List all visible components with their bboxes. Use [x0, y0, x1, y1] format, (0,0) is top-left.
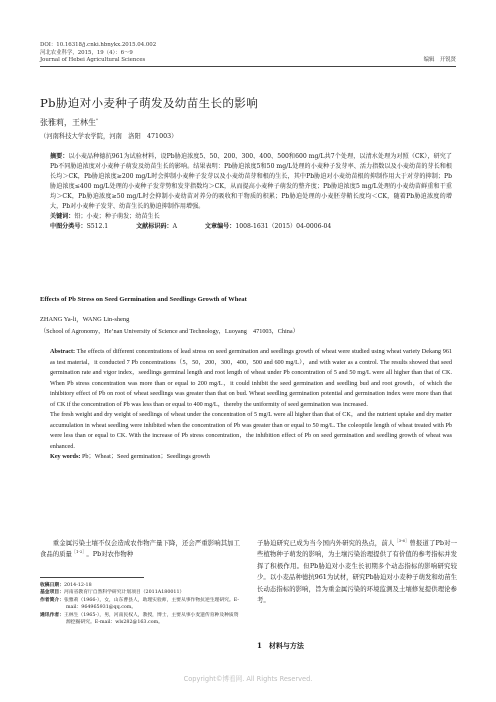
- footnote-rule: [40, 577, 144, 578]
- title-en: Effects of Pb Stress on Seed Germination and Seedlings Growth of Wheat: [40, 296, 247, 303]
- affiliation-en: （School of Agronomy，He’nan University of Science and Technology，Luoyang 471003，China）: [40, 328, 299, 335]
- keywords-cn-label: 关键词：: [50, 213, 75, 220]
- section-heading-materials: 1 材料与方法: [257, 641, 304, 650]
- affiliation-cn: （河南科技大学农学院，河南 洛阳 471003）: [40, 133, 178, 140]
- body-left-text: 重金属污染土壤不仅会造成农作物产量下降，还会严重影响其加工食品的质量: [40, 539, 240, 559]
- copyright-watermark: Copyright©博看网. All Rights Reserved.: [183, 675, 313, 683]
- doc-code-value: A: [172, 223, 178, 230]
- corresponding-author: 通讯作者：王林生（1965-），男，河南民权人，教授，博士，主要从事小麦遗传育种及种质资源挖掘研究。E-mail：wls282@163.com。: [40, 611, 239, 626]
- journal-name-en: Journal of Hebei Agricultural Sciences: [40, 57, 146, 63]
- author-bio: 作者简介：张雅莉（1966-），女，山东曹县人，助理实验师，主要从事作物抗逆生理研究。E-mail：964965931@qq.com。: [40, 596, 239, 611]
- received-date: 收稿日期：2014-12-18: [40, 582, 92, 588]
- authors-cn: [40, 117, 98, 128]
- keywords-cn-text: 铅；小麦；种子萌发；幼苗生长: [74, 213, 160, 220]
- body-right-lead: 子胁迫研究已成为当今国内外研究的热点，前人: [257, 539, 395, 547]
- corresponding-mark: *: [96, 117, 98, 123]
- abstract-cn-text: 以小麦品种德抗961为试验材料，设Pb胁迫浓度5、50、200、300、400、500和600 mg/L共7个处理，以清水处理为对照（CK），研究了Pb不同胁迫浓度对小麦种子萌发及幼苗生长的影响。结果表明：Pb胁迫浓度5和50 mg/L处理的小麦种子发芽率、活力指数以及小麦幼苗的芽长和根长均＞CK，Pb胁迫浓度≥200 mg/L时会抑制小麦种子发芽以及小麦幼苗芽和根的生长，其中Pb胁迫对小麦幼苗根的抑制作用大于对芽的抑制；Pb胁迫浓度≤400 mg/L处理的小麦种子发芽势和发芽指数均＞CK，从而提高小麦种子萌发的整齐度；Pb胁迫浓度5 mg/L处理的小麦幼苗鲜重和干重均＞CK，Pb胁迫浓度≥50 mg/L时会抑制小麦幼苗对养分的吸收和干物质的积累；Pb胁迫处理的小麦胚芽鞘长度均＜CK，随着Pb胁迫浓度的增大，Pb对小麦种子发芽、幼苗生长的胁迫抑制作用增强。: [50, 153, 453, 210]
- ref-citation-3-6: ［3-6］: [394, 537, 410, 543]
- citation-line: 河北农业科学，2015，19（4）：6～9: [40, 49, 133, 56]
- title-cn: Pb胁迫对小麦种子萌发及幼苗生长的影响: [40, 96, 259, 110]
- keywords-en-label: Key words:: [50, 453, 81, 460]
- abstract-en: [50, 347, 452, 463]
- abstract-en-p1: The effects of different concentrations of lead stress on seed germination and seedlings growth of wheat were studied using wheat variety Dekang 961 as test material，it conducted 7 Pb concentrations（5，50，200，300，400，500 and 600 mg/L），and with water as a control. The results showed that seed germination rate and vigor index，seedlings germinal length and root length of wheat under Pb concentration of 5 and 50 mg/L were all higher than that of CK. When Pb stress concentration was more than or equal to 200 mg/L，it could inhibit the seed germination and seedling bud and root growth，of which the inhibitory effect of Pb on root of wheat seedlings was greater than that on bud. Wheat seedling germination potential and germination index were more than that of CK if the concentration of Pb was less than or equal to 400 mg/L，thereby the uniformity of seed germination was increased.: [50, 348, 453, 408]
- body-left-tail: 。Pb对农作物种: [86, 550, 134, 559]
- abstract-cn: [50, 152, 452, 232]
- authors-cn-names: 张雅莉，王林生: [40, 118, 96, 127]
- abstract-en-p2: The fresh weight and dry weight of seedlings of wheat under the concentration of 5 mg/L were all higher than that of CK，and the nutrient uptake and dry matter accumulation in wheat seedling were inhibited when the concentration of Pb was greater than or equal to 50 mg/L. The coleoptile length of wheat treated with Pb were less than or equal to CK. With the increase of Pb stress concentration，the inhibition effect of Pb on seed germination and seedling growth of wheat was enhanced.: [50, 411, 452, 450]
- classification-line: [50, 222, 452, 232]
- section-editor: 编辑 开锐贤: [423, 57, 456, 63]
- keywords-en-text: Pb；Wheat；Seed germination；Seedlings growth: [81, 453, 210, 460]
- ref-citation-1-2: ［1-2］: [71, 549, 87, 555]
- body-right-column: [257, 538, 457, 606]
- body-right-text: 曾报道了Pb对一些植物种子萌发的影响，为土壤污染治理提供了有价值的参考指标并发挥了积极作用。但Pb胁迫对小麦生长初期多个动态指标的影响研究较少。以小麦品种德抗961为试材，研究Pb胁迫对小麦种子萌发和幼苗生长动态指标的影响，旨为重金属污染的环境监测及土壤修复提供理论参考。: [257, 539, 458, 605]
- authors-en: ZHANG Ya-li，WANG Lin-sheng: [40, 316, 130, 323]
- doc-code-label: 文献标识码：: [136, 223, 173, 230]
- clc-label: 中图分类号：: [50, 223, 87, 230]
- article-no-label: 文章编号：: [204, 223, 236, 230]
- header-rule: [40, 66, 456, 67]
- abstract-cn-label: 摘要：: [50, 153, 69, 160]
- footnotes: [40, 582, 240, 626]
- fund-project: 基金项目：河南省教育厅自然科学研究计划项目（2011A180011）: [40, 589, 185, 596]
- body-left-column: [40, 538, 240, 561]
- doi-line: DOI：10.16318/j.cnki.hbnykx.2015.04.002: [40, 42, 157, 48]
- clc-value: S512.1: [86, 223, 109, 230]
- article-no-value: 1008-1631（2015）04-0006-04: [235, 223, 332, 230]
- abstract-en-label: Abstract:: [50, 348, 76, 355]
